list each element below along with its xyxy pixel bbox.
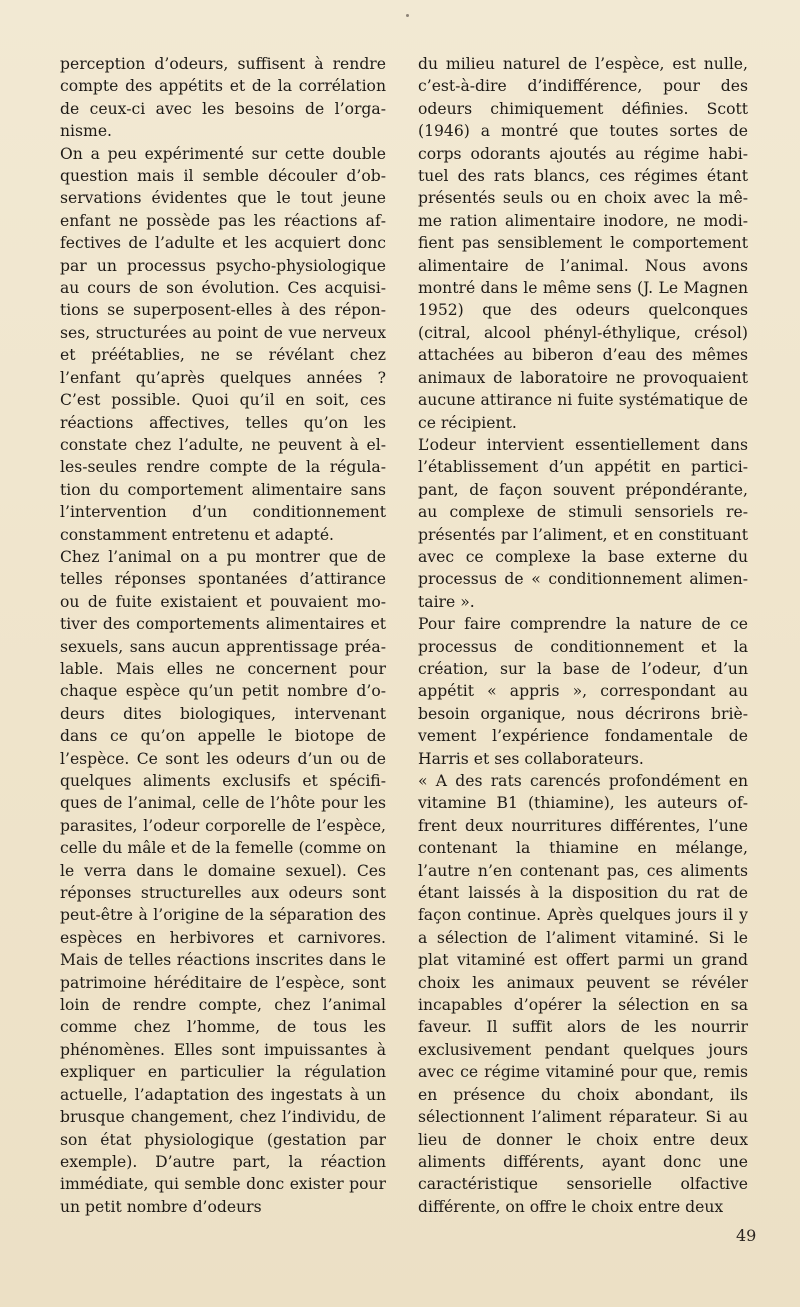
print-speck bbox=[406, 14, 409, 17]
left-paragraph-3: Chez l’animal on a pu montrer que de telles réponses spontanées d’attirance ou de fuite existaient et pouvaient motiver des comportements alimentaires et sexuels, sans aucun apprentissage préalable. Mais elles ne concernent pour chaque espèce qu’un petit nombre d’odeurs dites biologiques, intervenant dans ce qu’on appelle le biotope de l’espèce. Ce sont les odeurs d’un ou de quelques aliments exclusifs et spécifiques de l’animal, celle de l’hôte pour les parasites, l’odeur corporelle de l’espèce, celle du mâle et de la femelle (comme on le verra dans le domaine sexuel). Ces réponses structurelles aux odeurs sont peut-être à l’origine de la séparation des espèces en herbivores et carnivores. Mais de telles réactions inscrites dans le patrimoine héréditaire de l’espèce, sont loin de rendre compte, chez l’animal comme chez l’homme, de tous les phénomènes. Elles sont impuissantes à expliquer en particulier la régulation actuelle, l’adaptation des ingestats à un brusque changement, chez l’individu, de son état physiologique (gestation par exemple). D’autre part, la réaction immédiate, qui semble donc exister pour un petit nombre d’odeurs bbox=[60, 547, 386, 1216]
right-paragraph-2: L’odeur intervient essentiellement dans l’établissement d’un appétit en participant, de façon souvent prépondérante, au complexe de stimuli sensoriels représentés par l’aliment, et en constituant avec ce complexe la base externe du processus de « conditionnement alimentaire ». bbox=[418, 435, 748, 611]
page-number: 49 bbox=[736, 1226, 757, 1245]
right-paragraph-1: du milieu naturel de l’espèce, est nulle, c’est-à-dire d’indifférence, pour des odeurs chimiquement définies. Scott (1946) a montré que toutes sortes de corps odorants ajoutés au régime habituel des rats blancs, ces régimes étant présentés seuls ou en choix avec la même ration alimentaire inodore, ne modifient pas sensiblement le comportement alimentaire de l’animal. Nous avons montré dans le même sens (J. Le Magnen 1952) que des odeurs quelconques (citral, alcool phényl-éthylique, crésol) attachées au biberon d’eau des mêmes animaux de laboratoire ne provoquaient aucune attirance ni fuite systématique de ce récipient. bbox=[418, 55, 748, 432]
right-paragraph-3: Pour faire comprendre la nature de ce processus de conditionnement et la création, sur la base de l’odeur, d’un appétit « appris », correspondant au besoin organique, nous décrirons brièvement l’expérience fondamentale de Harris et ses collaborateurs. bbox=[418, 615, 748, 768]
left-paragraph-1: perception d’odeurs, suffisent à rendre compte des appétits et de la corrélation de ceux-ci avec les besoins de l’organisme. bbox=[60, 55, 386, 141]
right-text-column bbox=[418, 53, 748, 1218]
left-text-column bbox=[60, 53, 386, 1218]
right-paragraph-4: « A des rats carencés profondément en vitamine B1 (thiamine), les auteurs offrent deux nourritures différentes, l’une contenant la thiamine en mélange, l’autre n’en contenant pas, ces aliments étant laissés à la disposition du rat de façon continue. Après quelques jours il y a sélection de l’aliment vitaminé. Si le plat vitaminé est offert parmi un grand choix les animaux peuvent se révéler incapables d’opérer la sélection en sa faveur. Il suffit alors de les nourrir exclusivement pendant quelques jours avec ce régime vitaminé pour que, remis en présence du choix abondant, ils sélectionnent l’aliment réparateur. Si au lieu de donner le choix entre deux aliments différents, ayant donc une caractéristique sensorielle olfactive différente, on offre le choix entre deux bbox=[418, 772, 748, 1216]
left-paragraph-2: On a peu expérimenté sur cette double question mais il semble découler d’observations évidentes que le tout jeune enfant ne possède pas les réactions affectives de l’adulte et les acquiert donc par un processus psycho-physiologique au cours de son évolution. Ces acquisitions se superposent-elles à des réponses, structurées au point de vue nerveux et préétablies, ne se révélant chez l’enfant qu’après quelques années ? C’est possible. Quoi qu’il en soit, ces réactions affectives, telles qu’on les constate chez l’adulte, ne peuvent à elles-seules rendre compte de la régulation du comportement alimentaire sans l’intervention d’un conditionnement constamment entretenu et adapté. bbox=[60, 144, 386, 544]
